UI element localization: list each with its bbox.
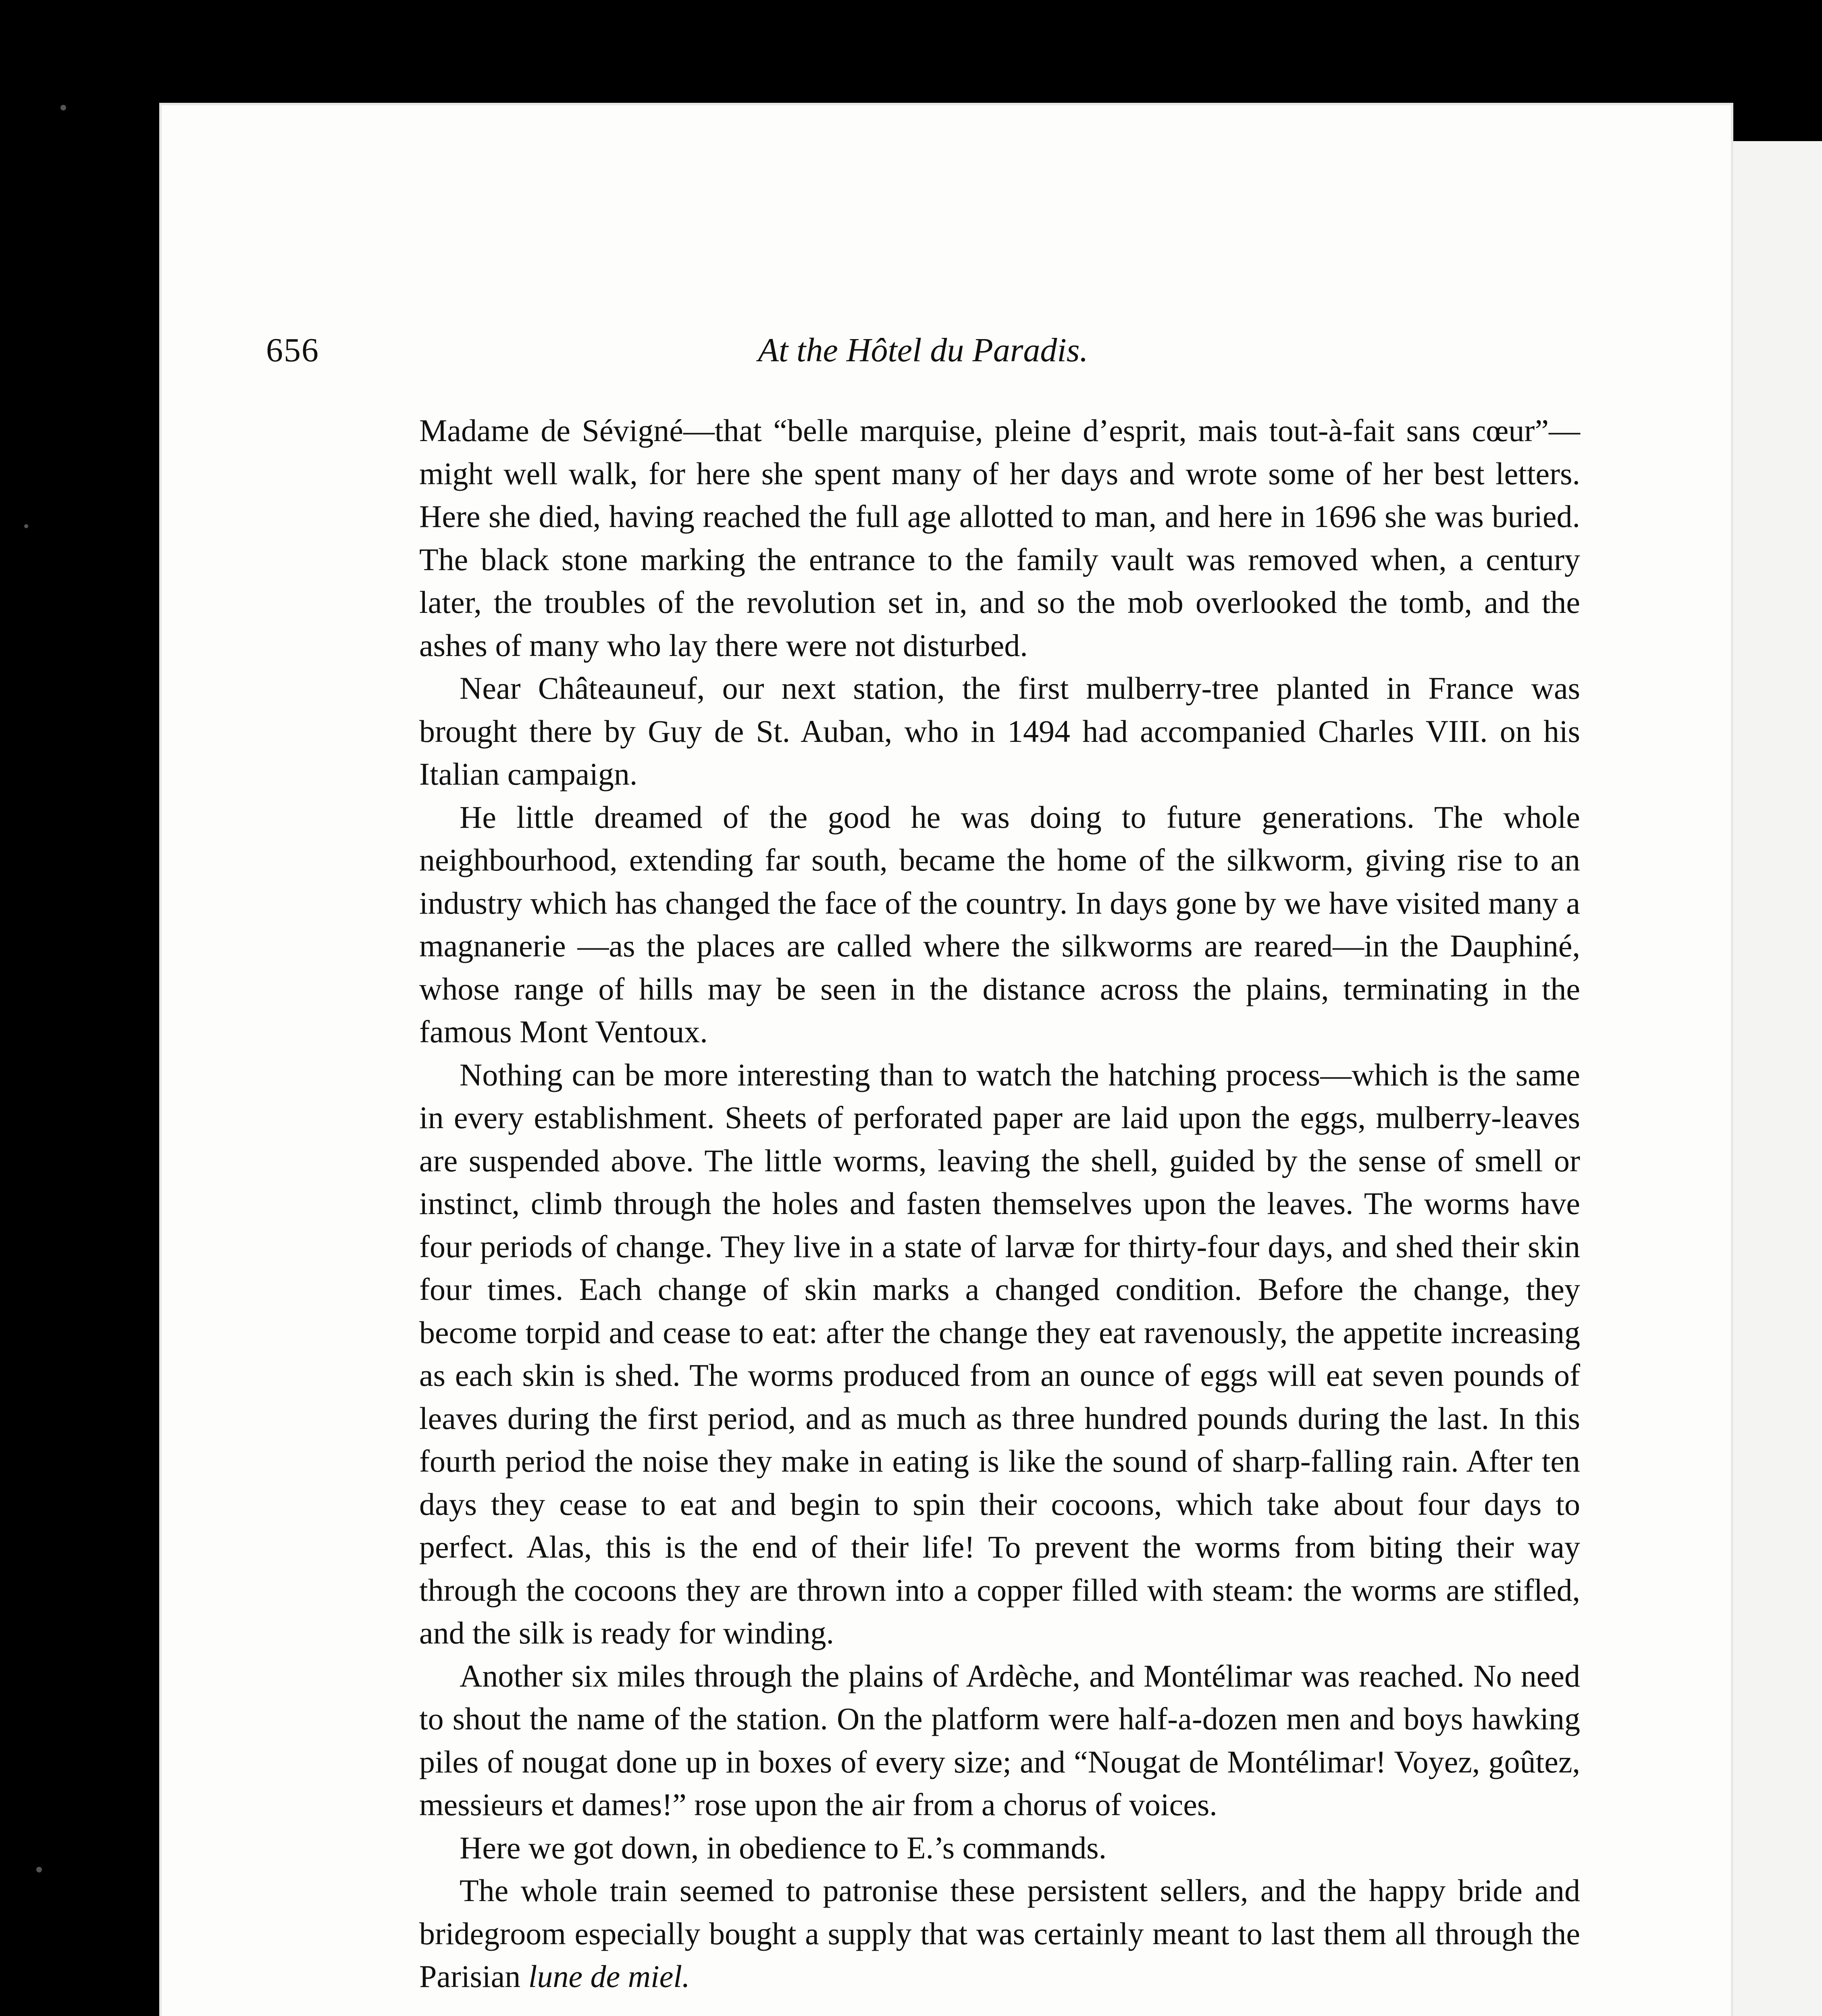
paragraph: Another six miles through the plains of Ardèche, and Montélimar was reached. No need to shout the name of the station. On the platform were half-a-dozen men and boys hawking piles of nougat done up in boxes of every size; and “Nougat de Montélimar! Voyez, goûtez, messieurs et dames!” rose upon the air from a chorus of voices.: [419, 1658, 1580, 1822]
page-header: [266, 331, 1580, 379]
paragraph: Nothing can be more interesting than to watch the hatching process—which is the same in every establishment. Sheets of perforated paper are laid upon the eggs, mulberry-leaves are suspended above. The little worms, leaving the shell, guided by the sense of smell or instinct, climb through the holes and fasten themselves upon the leaves. The worms have four periods of change. They live in a state of larvæ for thirty-four days, and shed their skin four times. Each change of skin marks a changed condition. Before the change, they become torpid and cease to eat: after the change they eat ravenously, the appetite increasing as each skin is shed. The worms produced from an ounce of eggs will eat seven pounds of leaves during the first period, and as much as three hundred pounds during the last. In this fourth period the noise they make in eating is like the sound of sharp-falling rain. After ten days they cease to eat and begin to spin their cocoons, which take about four days to perfect. Alas, this is the end of their life! To prevent the worms from biting their way through the cocoons they are thrown into a copper filled with steam: the worms are stifled, and the silk is ready for winding.: [419, 1057, 1580, 1650]
paragraph: Here we got down, in obedience to E.’s commands.: [460, 1830, 1107, 1865]
paragraph: Near Châteauneuf, our next station, the first mulberry-tree planted in France was brought there by Guy de St. Auban, who in 1494 had accompanied Charles VIII. on his Italian campaign.: [419, 671, 1580, 791]
adjacent-page: [1729, 141, 1822, 2016]
dust-speck: [36, 1867, 42, 1872]
italic-phrase: lune de miel.: [528, 1959, 690, 1994]
dust-speck: [24, 524, 28, 528]
body-text: [419, 409, 1580, 1998]
paragraph: [419, 1869, 1580, 1998]
running-title: At the Hôtel du Paradis.: [758, 331, 1088, 369]
paragraph-text: The whole train seemed to patronise these persistent sellers, and the happy bride and bridegroom especially bought a supply that was certainly meant to last them all through the Parisian: [419, 1873, 1580, 1994]
paragraph: Madame de Sévigné—that “belle marquise, pleine d’esprit, mais tout-à-fait sans cœur”—might well walk, for here she spent many of her days and wrote some of her best letters. Here she died, having reached the full age allotted to man, and here in 1696 she was buried. The black stone marking the entrance to the family vault was removed when, a century later, the troubles of the revolution set in, and so the mob overlooked the tomb, and the ashes of many who lay there were not disturbed.: [419, 413, 1580, 663]
page-number: 656: [266, 331, 319, 369]
dust-speck: [60, 105, 66, 110]
paragraph: He little dreamed of the good he was doing to future generations. The whole neighbourhood, extending far south, became the home of the silkworm, giving rise to an industry which has changed the face of the country. In days gone by we have visited many a magnanerie —as the places are called where the silkworms are reared—in the Dauphiné, whose range of hills may be seen in the distance across the plains, terminating in the famous Mont Ventoux.: [419, 799, 1580, 1049]
